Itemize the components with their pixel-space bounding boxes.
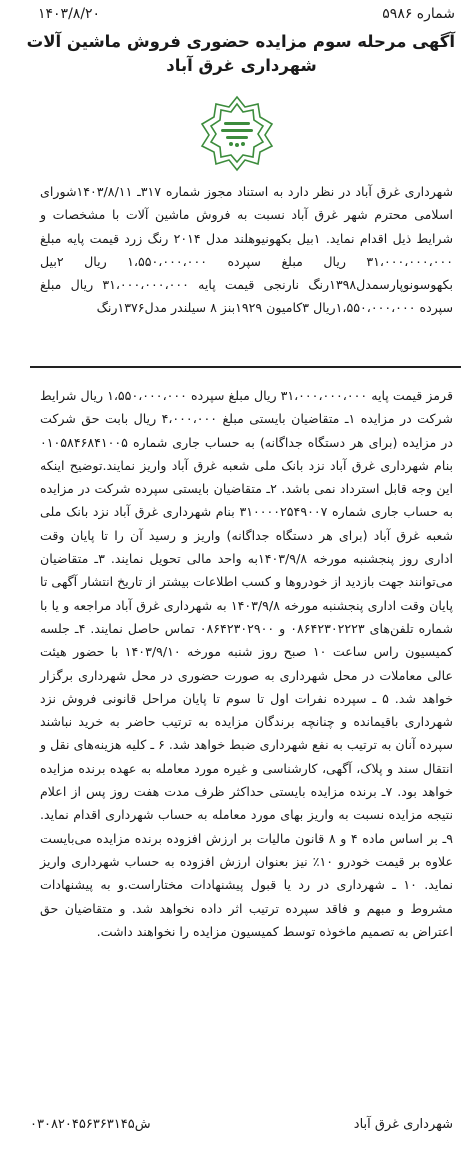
footer-tracking-number: ش۰۳۰۸۲۰۴۵۶۳۶۳۱۴۵ [30,1117,151,1132]
notice-subtitle: شهرداری غرق آباد [166,56,317,75]
footer-signature: شهرداری غرق آباد [353,1117,453,1132]
notice-footer [30,1117,453,1141]
column-divider [30,366,461,368]
notice-intro-paragraph: شهرداری غرق آباد در نظر دارد به استناد مجوز شماره ۳۱۷ـ ۱۴۰۳/۸/۱۱شورای اسلامی محترم شهر غرق آباد نسبت به فروش ماشین آلات با مشخصات و شرایط ذیل اقدام نماید. ۱بیل بکهونیوهلند مدل ۲۰۱۴ رنگ زرد قیمت پایه مبلغ ۳۱،۰۰۰،۰۰۰،۰۰۰ ریال مبلغ سپرده ۱،۵۵۰،۰۰۰،۰۰۰ ریال ۲بیل بکهوسونوپارسمدل۱۳۹۸رنگ نارنجی قیمت پایه ۳۱،۰۰۰،۰۰۰،۰۰۰ ریال مبلغ سپرده ۱،۵۵۰،۰۰۰،۰۰۰ریال ۳کامیون ۱۹۲۹بنز ۸ سیلندر مدل۱۳۷۶رنگ [40,184,453,316]
issue-number: شماره ۵۹۸۶ [382,6,455,22]
notice-title: آگهی مرحله سوم مزایده حضوری فروش ماشین آلات [26,32,455,51]
issue-date: ۱۴۰۳/۸/۲۰ [38,6,101,22]
notice-conditions-paragraph: قرمز قیمت پایه ۳۱،۰۰۰،۰۰۰،۰۰۰ ریال مبلغ سپرده ۱،۵۵۰،۰۰۰،۰۰۰ ریال شرایط شرکت در مزایده ۱ـ متقاضیان بایستی مبلغ ۴،۰۰۰،۰۰۰ ریال بابت حق شرکت در مزایده (برای هر دستگاه جداگانه) به حساب جاری شماره ۰۱۰۵۸۴۶۸۴۱۰۰۵ بنام شهرداری غرق آباد نزد بانک ملی شعبه غرق آباد واریز نمایند.توضیح اینکه این وجه قابل استرداد نمی باشد. ۲ـ متقاضیان بایستی سپرده شرکت در مزایده به حساب جاری شماره ۳۱۰۰۰۰۲۵۴۹۰۰۷ بنام شهرداری غرق آباد نزد بانک ملی شعبه غرق آباد (برای هر دستگاه جداگانه) واریز و رسید آن را تا پایان وقت اداری روز پنجشنبه مورخه ۱۴۰۳/۹/۸به واحد مالی تحویل نمایند. ۳ـ متقاضیان می‌توانند جهت بازدید از خودروها و کسب اطلاعات بیشتر از تاریخ انتشار آگهی تا پایان وقت اداری پنجشنبه مورخه ۱۴۰۳/۹/۸ به شهرداری غرق آباد مراجعه و یا با شماره تلفن‌های ۰۸۶۴۲۳۰۲۲۲۳ و ۰۸۶۴۲۳۰۲۹۰۰ تماس حاصل نمایند. ۴ـ جلسه کمیسیون راس ساعت ۱۰ صبح روز شنبه مورخه ۱۴۰۳/۹/۱۰ با حضور هیئت عالی معاملات در محل شهرداری به صورت حضوری در محل شهرداری برگزار خواهد شد. ۵ ـ سپرده نفرات اول تا سوم تا پایان مراحل قانونی فروش نزد شهرداری باقیمانده و چنانچه برندگان مزایده به ترتیب حاضر به خرید نباشند سپرده آنان به ترتیب به نفع شهرداری ضبط خواهد شد. ۶ ـ کلیه هزینه‌های نقل و انتقال سند و پلاک، آگهی، کارشناسی و غیره مورد معامله به عهده برنده مزایده خواهد بود. ۷ـ برنده مزایده بایستی حداکثر ظرف مدت هفت روز پس از اعلام نتیجه مزایده نسبت به واریز بهای مورد معامله به حساب شهرداری اقدام نماید. ۹ـ بر اساس ماده ۴ و ۸ قانون مالیات بر ارزش افزوده برنده مزایده می‌بایست علاوه بر قیمت خودرو ۱۰٪ نیز بعنوان ارزش افزوده به حساب شهرداری واریز نماید. ۱۰ ـ شهرداری در رد یا قبول پیشنهادات مختاراست.و به پیشنهادات مشروط و مبهم و فاقد سپرده ترتیب اثر داده نخواهد شد. و متقاضیان حق اعتراض به تصمیم ماخوذه توسط کمیسیون مزایده را نخواهند داشت. [40,388,453,939]
municipality-logo-icon [198,94,276,172]
notice-header [38,6,455,28]
